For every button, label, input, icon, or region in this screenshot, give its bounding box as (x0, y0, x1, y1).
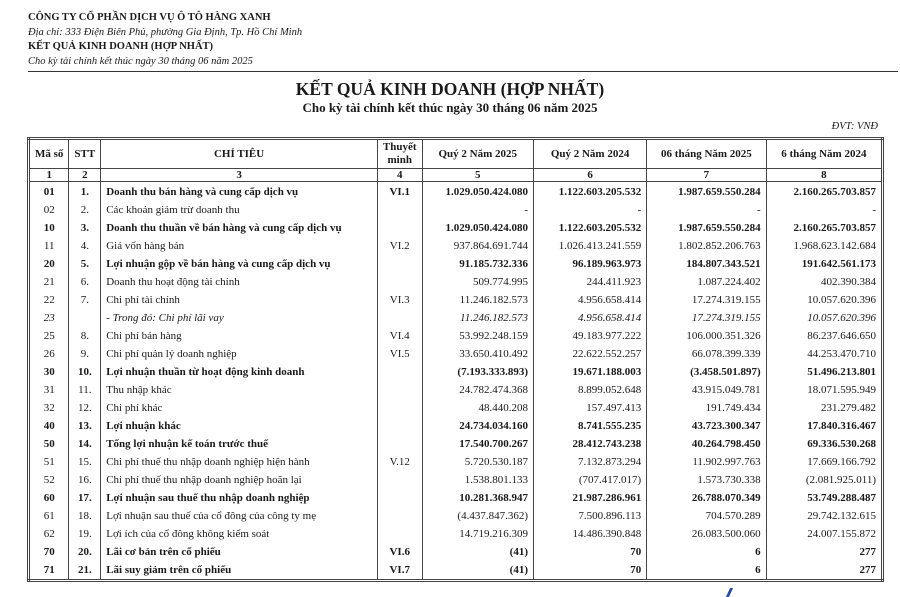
table-row (29, 182, 883, 202)
value-h1-2025: 11.902.997.763 (647, 453, 766, 471)
income-statement-table (27, 137, 884, 582)
row-stt: 7. (69, 291, 101, 309)
value-h1-2025: 106.000.351.326 (647, 327, 766, 345)
value-h1-2025: 6 (647, 543, 766, 561)
value-h1-2025: 1.802.852.206.763 (647, 237, 766, 255)
table-row (29, 327, 883, 345)
row-code: 60 (29, 489, 69, 507)
row-code: 11 (29, 237, 69, 255)
row-note: VI.2 (377, 237, 422, 255)
value-h1-2025: 40.264.798.450 (647, 435, 766, 453)
row-stt: 4. (69, 237, 101, 255)
row-note (377, 255, 422, 273)
value-h1-2024: (2.081.925.011) (766, 471, 882, 489)
row-stt: 15. (69, 453, 101, 471)
value-h1-2025: 17.274.319.155 (647, 291, 766, 309)
row-code: 70 (29, 543, 69, 561)
value-h1-2024: 44.253.470.710 (766, 345, 882, 363)
col-number: 1 (29, 169, 69, 182)
value-h1-2025: 17.274.319.155 (647, 309, 766, 327)
table-row (29, 309, 883, 327)
table-row (29, 291, 883, 309)
value-q2-2024: 96.189.963.973 (533, 255, 646, 273)
value-q2-2025: 11.246.182.573 (422, 291, 533, 309)
value-h1-2024: 18.071.595.949 (766, 381, 882, 399)
row-label: Thu nhập khác (101, 381, 378, 399)
col-number: 7 (647, 169, 766, 182)
row-note: V.12 (377, 453, 422, 471)
col-header-stt: STT (69, 139, 101, 169)
value-q2-2025: 53.992.248.159 (422, 327, 533, 345)
table-row (29, 237, 883, 255)
row-label: Lợi ích của cổ đông không kiểm soát (101, 525, 378, 543)
row-code: 30 (29, 363, 69, 381)
value-h1-2025: 66.078.399.339 (647, 345, 766, 363)
value-h1-2024: 277 (766, 543, 882, 561)
row-label: Chi phí thuế thu nhập doanh nghiệp hiện hành (101, 453, 378, 471)
value-h1-2024: 24.007.155.872 (766, 525, 882, 543)
col-header-q2-2025: Quý 2 Năm 2025 (422, 139, 533, 169)
table-row (29, 525, 883, 543)
value-q2-2025: 24.734.034.160 (422, 417, 533, 435)
row-label: Lợi nhuận khác (101, 417, 378, 435)
row-note (377, 309, 422, 327)
row-label: Doanh thu bán hàng và cung cấp dịch vụ (101, 182, 378, 202)
table-row (29, 399, 883, 417)
value-q2-2025: 24.782.474.368 (422, 381, 533, 399)
row-code: 20 (29, 255, 69, 273)
value-h1-2024: 191.642.561.173 (766, 255, 882, 273)
value-q2-2024: 7.132.873.294 (533, 453, 646, 471)
row-stt: 14. (69, 435, 101, 453)
row-label: Lợi nhuận gộp về bán hàng và cung cấp dịch vụ (101, 255, 378, 273)
row-label: Doanh thu hoạt động tài chính (101, 273, 378, 291)
row-code: 32 (29, 399, 69, 417)
value-h1-2024: - (766, 201, 882, 219)
col-header-h1-2024: 6 tháng Năm 2024 (766, 139, 882, 169)
row-stt: 6. (69, 273, 101, 291)
value-q2-2025: 14.719.216.309 (422, 525, 533, 543)
row-code: 26 (29, 345, 69, 363)
company-address: Địa chỉ: 333 Điện Biên Phủ, phường Gia Định, Tp. Hồ Chí Minh (28, 27, 303, 38)
value-q2-2024: 7.500.896.113 (533, 507, 646, 525)
row-note: VI.4 (377, 327, 422, 345)
currency-unit: ĐVT: VNĐ (831, 121, 878, 132)
value-q2-2025: (41) (422, 543, 533, 561)
value-q2-2024: 244.411.923 (533, 273, 646, 291)
row-code: 25 (29, 327, 69, 345)
row-stt: 17. (69, 489, 101, 507)
value-q2-2024: 8.899.052.648 (533, 381, 646, 399)
table-row (29, 543, 883, 561)
row-label: Lợi nhuận thuần từ hoạt động kinh doanh (101, 363, 378, 381)
row-note (377, 507, 422, 525)
row-code: 22 (29, 291, 69, 309)
col-header-item: CHỈ TIÊU (101, 139, 378, 169)
row-stt: 2. (69, 201, 101, 219)
row-note: VI.5 (377, 345, 422, 363)
column-number-row (29, 169, 883, 182)
value-h1-2024: 277 (766, 561, 882, 581)
value-q2-2024: (707.417.017) (533, 471, 646, 489)
table-row (29, 219, 883, 237)
row-stt: 8. (69, 327, 101, 345)
value-h1-2025: 43.915.049.781 (647, 381, 766, 399)
row-stt (69, 309, 101, 327)
col-number: 3 (101, 169, 378, 182)
value-q2-2024: 49.183.977.222 (533, 327, 646, 345)
table-row (29, 489, 883, 507)
value-q2-2024: 1.026.413.241.559 (533, 237, 646, 255)
value-q2-2024: 8.741.555.235 (533, 417, 646, 435)
value-q2-2025: 48.440.208 (422, 399, 533, 417)
running-report-name: KẾT QUẢ KINH DOANH (HỢP NHẤT) (28, 41, 214, 52)
value-h1-2025: 26.788.070.349 (647, 489, 766, 507)
col-number: 4 (377, 169, 422, 182)
row-stt: 1. (69, 182, 101, 202)
row-note: VI.1 (377, 182, 422, 202)
value-h1-2024: 86.237.646.650 (766, 327, 882, 345)
row-note (377, 381, 422, 399)
col-header-code: Mã số (29, 139, 69, 169)
value-q2-2025: 91.185.732.336 (422, 255, 533, 273)
col-number: 8 (766, 169, 882, 182)
value-q2-2025: (4.437.847.362) (422, 507, 533, 525)
row-label: Lợi nhuận sau thuế của cổ đông của công ty mẹ (101, 507, 378, 525)
row-note (377, 273, 422, 291)
value-q2-2024: 70 (533, 543, 646, 561)
row-label: Lãi suy giảm trên cổ phiếu (101, 561, 378, 581)
value-q2-2024: 70 (533, 561, 646, 581)
row-note (377, 471, 422, 489)
row-note (377, 201, 422, 219)
row-note: VI.6 (377, 543, 422, 561)
pen-mark (726, 588, 733, 597)
row-code: 01 (29, 182, 69, 202)
table-row (29, 255, 883, 273)
value-h1-2024: 53.749.288.487 (766, 489, 882, 507)
value-h1-2024: 29.742.132.615 (766, 507, 882, 525)
value-q2-2025: (41) (422, 561, 533, 581)
value-q2-2024: - (533, 201, 646, 219)
value-h1-2025: 704.570.289 (647, 507, 766, 525)
row-code: 23 (29, 309, 69, 327)
value-h1-2024: 2.160.265.703.857 (766, 182, 882, 202)
row-note (377, 525, 422, 543)
row-label: Chi phí bán hàng (101, 327, 378, 345)
value-h1-2024: 17.840.316.467 (766, 417, 882, 435)
value-q2-2024: 1.122.603.205.532 (533, 182, 646, 202)
running-report-period: Cho kỳ tài chính kết thúc ngày 30 tháng 06 năm 2025 (28, 56, 253, 67)
value-q2-2025: 5.720.530.187 (422, 453, 533, 471)
value-h1-2025: 6 (647, 561, 766, 581)
note-header-text: Thuyết minh (382, 141, 417, 166)
row-code: 62 (29, 525, 69, 543)
value-q2-2025: 937.864.691.744 (422, 237, 533, 255)
row-stt: 19. (69, 525, 101, 543)
row-stt: 16. (69, 471, 101, 489)
row-stt: 21. (69, 561, 101, 581)
table-row (29, 417, 883, 435)
row-label: Giá vốn hàng bán (101, 237, 378, 255)
header-divider (28, 71, 898, 72)
value-h1-2024: 2.160.265.703.857 (766, 219, 882, 237)
row-code: 21 (29, 273, 69, 291)
row-code: 40 (29, 417, 69, 435)
value-h1-2025: 1.987.659.550.284 (647, 182, 766, 202)
row-label: - Trong đó: Chi phí lãi vay (101, 309, 378, 327)
row-stt: 18. (69, 507, 101, 525)
row-stt: 12. (69, 399, 101, 417)
col-number: 2 (69, 169, 101, 182)
value-q2-2025: 1.029.050.424.080 (422, 182, 533, 202)
row-note (377, 399, 422, 417)
row-code: 51 (29, 453, 69, 471)
value-h1-2025: 1.987.659.550.284 (647, 219, 766, 237)
row-label: Chi phí thuế thu nhập doanh nghiệp hoãn lại (101, 471, 378, 489)
value-q2-2025: 1.538.801.133 (422, 471, 533, 489)
row-code: 50 (29, 435, 69, 453)
value-h1-2025: (3.458.501.897) (647, 363, 766, 381)
row-note: VI.7 (377, 561, 422, 581)
row-note (377, 435, 422, 453)
value-q2-2024: 4.956.658.414 (533, 291, 646, 309)
table-row (29, 471, 883, 489)
report-title: KẾT QUẢ KINH DOANH (HỢP NHẤT) (295, 79, 605, 99)
value-q2-2025: - (422, 201, 533, 219)
value-h1-2025: 43.723.300.347 (647, 417, 766, 435)
row-label: Lãi cơ bản trên cổ phiếu (101, 543, 378, 561)
row-label: Doanh thu thuần về bán hàng và cung cấp dịch vụ (101, 219, 378, 237)
value-q2-2025: 33.650.410.492 (422, 345, 533, 363)
value-h1-2025: - (647, 201, 766, 219)
value-h1-2024: 10.057.620.396 (766, 309, 882, 327)
col-number: 6 (533, 169, 646, 182)
row-label: Chi phí tài chính (101, 291, 378, 309)
row-label: Lợi nhuận sau thuế thu nhập doanh nghiệp (101, 489, 378, 507)
row-note (377, 219, 422, 237)
table-row (29, 507, 883, 525)
col-header-q2-2024: Quý 2 Năm 2024 (533, 139, 646, 169)
value-q2-2025: 10.281.368.947 (422, 489, 533, 507)
header-row (29, 139, 883, 169)
value-h1-2024: 51.496.213.801 (766, 363, 882, 381)
table-row (29, 435, 883, 453)
row-stt: 5. (69, 255, 101, 273)
table-row (29, 381, 883, 399)
value-h1-2025: 1.087.224.402 (647, 273, 766, 291)
value-q2-2024: 14.486.390.848 (533, 525, 646, 543)
row-note (377, 489, 422, 507)
row-stt: 11. (69, 381, 101, 399)
table-row (29, 345, 883, 363)
value-h1-2024: 10.057.620.396 (766, 291, 882, 309)
company-name: CÔNG TY CỔ PHẦN DỊCH VỤ Ô TÔ HÀNG XANH (28, 12, 271, 23)
table-row (29, 561, 883, 581)
row-code: 10 (29, 219, 69, 237)
row-note: VI.3 (377, 291, 422, 309)
value-q2-2024: 19.671.188.003 (533, 363, 646, 381)
col-header-note (377, 139, 422, 169)
table-row (29, 201, 883, 219)
value-q2-2024: 157.497.413 (533, 399, 646, 417)
value-q2-2024: 22.622.552.257 (533, 345, 646, 363)
value-h1-2024: 17.669.166.792 (766, 453, 882, 471)
row-stt: 20. (69, 543, 101, 561)
value-q2-2025: 17.540.700.267 (422, 435, 533, 453)
row-stt: 9. (69, 345, 101, 363)
row-code: 52 (29, 471, 69, 489)
value-q2-2024: 28.412.743.238 (533, 435, 646, 453)
row-code: 31 (29, 381, 69, 399)
value-h1-2025: 191.749.434 (647, 399, 766, 417)
col-number: 5 (422, 169, 533, 182)
value-h1-2024: 69.336.530.268 (766, 435, 882, 453)
report-subtitle: Cho kỳ tài chính kết thúc ngày 30 tháng 06 năm 2025 (302, 100, 598, 115)
row-code: 71 (29, 561, 69, 581)
row-label: Các khoản giảm trừ doanh thu (101, 201, 378, 219)
row-stt: 10. (69, 363, 101, 381)
value-h1-2024: 1.968.623.142.684 (766, 237, 882, 255)
table-row (29, 273, 883, 291)
table-row (29, 363, 883, 381)
row-code: 61 (29, 507, 69, 525)
value-q2-2025: 509.774.995 (422, 273, 533, 291)
row-note (377, 417, 422, 435)
col-header-h1-2025: 06 tháng Năm 2025 (647, 139, 766, 169)
value-q2-2024: 1.122.603.205.532 (533, 219, 646, 237)
value-q2-2024: 4.956.658.414 (533, 309, 646, 327)
row-label: Chi phí khác (101, 399, 378, 417)
value-h1-2024: 231.279.482 (766, 399, 882, 417)
value-h1-2025: 26.083.500.060 (647, 525, 766, 543)
row-stt: 3. (69, 219, 101, 237)
value-h1-2025: 1.573.730.338 (647, 471, 766, 489)
value-q2-2025: (7.193.333.893) (422, 363, 533, 381)
value-q2-2025: 11.246.182.573 (422, 309, 533, 327)
row-label: Chi phí quản lý doanh nghiệp (101, 345, 378, 363)
row-stt: 13. (69, 417, 101, 435)
value-q2-2025: 1.029.050.424.080 (422, 219, 533, 237)
value-h1-2025: 184.807.343.521 (647, 255, 766, 273)
value-h1-2024: 402.390.384 (766, 273, 882, 291)
row-note (377, 363, 422, 381)
row-label: Tổng lợi nhuận kế toán trước thuế (101, 435, 378, 453)
row-code: 02 (29, 201, 69, 219)
table-row (29, 453, 883, 471)
value-q2-2024: 21.987.286.961 (533, 489, 646, 507)
